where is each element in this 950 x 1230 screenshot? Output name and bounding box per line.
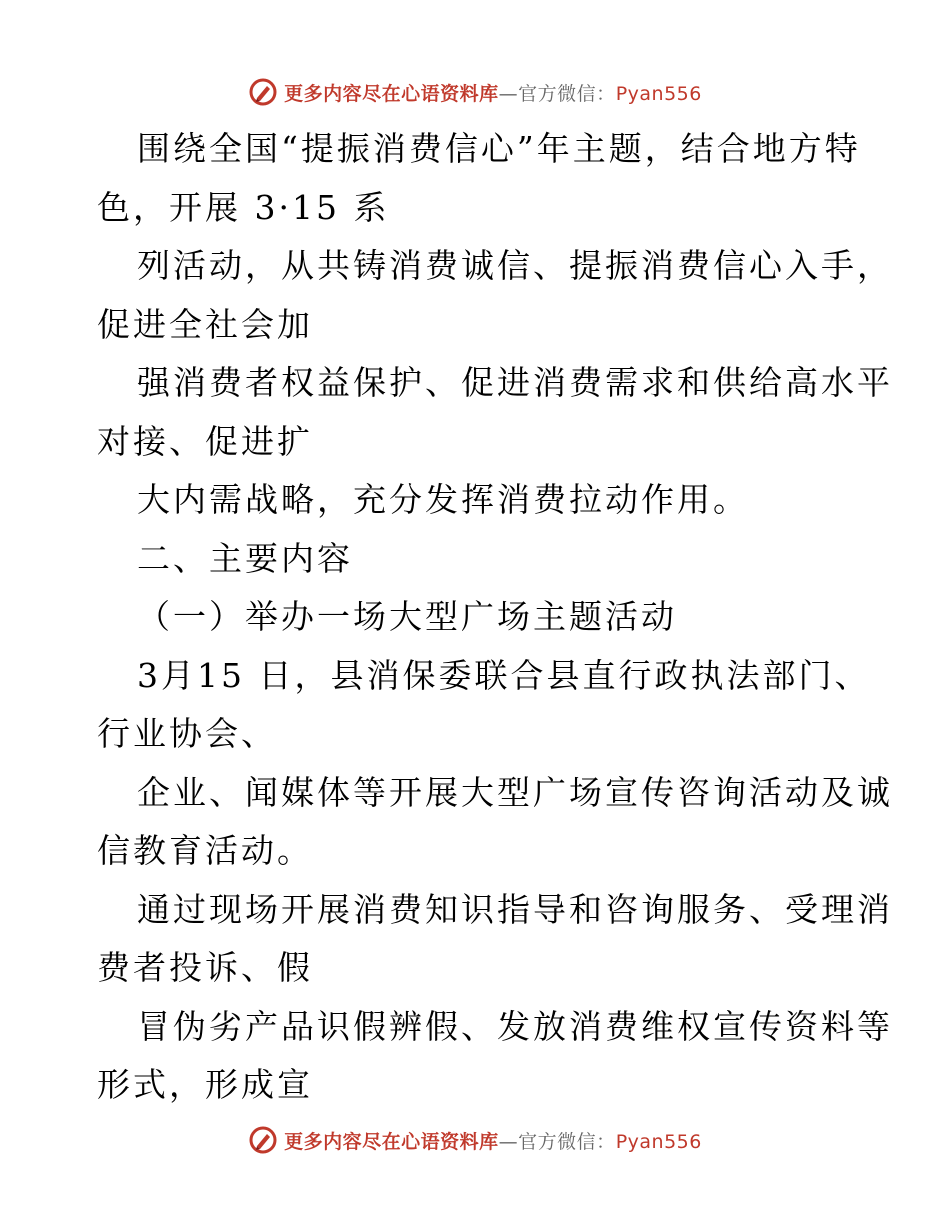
text-line: 列活动，从共铸消费诚信、提振消费信心入手， [137, 246, 893, 285]
document-body [97, 120, 893, 1115]
text-line: 促进全社会加 [97, 304, 313, 344]
watermark-wechat-id: Pyan556 [615, 1130, 702, 1153]
watermark-header [0, 72, 950, 112]
text-line: 强消费者权益保护、促进消费需求和供给高水平 [137, 363, 893, 402]
watermark-wechat-label: 官方微信： [518, 1130, 616, 1153]
watermark-text [284, 79, 702, 106]
text-line: 行业协会、 [97, 714, 277, 753]
pen-logo-icon [248, 1125, 278, 1155]
watermark-site-name: 更多内容尽在心语资料库 [284, 82, 499, 105]
text-line: 冒伪劣产品识假辨假、发放消费维权宣传资料等 [137, 1006, 893, 1046]
text-line: 二、主要内容 [137, 538, 353, 578]
text-line: 费者投诉、假 [97, 948, 313, 987]
watermark-footer [0, 1120, 950, 1160]
text-line: 围绕全国“提振消费信心”年主题，结合地方特 [137, 129, 861, 168]
text-line: 大内需战略，充分发挥消费拉动作用。 [137, 480, 749, 519]
text-line: （一）举办一场大型广场主题活动 [137, 597, 677, 636]
text-line: 企业、闻媒体等开展大型广场宣传咨询活动及诚 [137, 772, 893, 812]
watermark-site-name: 更多内容尽在心语资料库 [284, 1130, 499, 1153]
watermark-dash: — [498, 82, 519, 105]
text-line: 通过现场开展消费知识指导和咨询服务、受理消 [137, 889, 893, 929]
text-line: 对接、促进扩 [97, 421, 313, 461]
text-line: 色，开展 3·15 系 [97, 187, 390, 227]
watermark-dash: — [498, 1130, 519, 1153]
watermark-wechat-id: Pyan556 [615, 82, 702, 105]
text-line: 形式，形成宣 [97, 1065, 313, 1104]
watermark-text [284, 1127, 702, 1154]
watermark-wechat-label: 官方微信： [518, 82, 616, 105]
pen-logo-icon [248, 77, 278, 107]
text-line: 信教育活动。 [97, 831, 313, 870]
text-line: 3月15 日，县消保委联合县直行政执法部门、 [137, 655, 871, 695]
